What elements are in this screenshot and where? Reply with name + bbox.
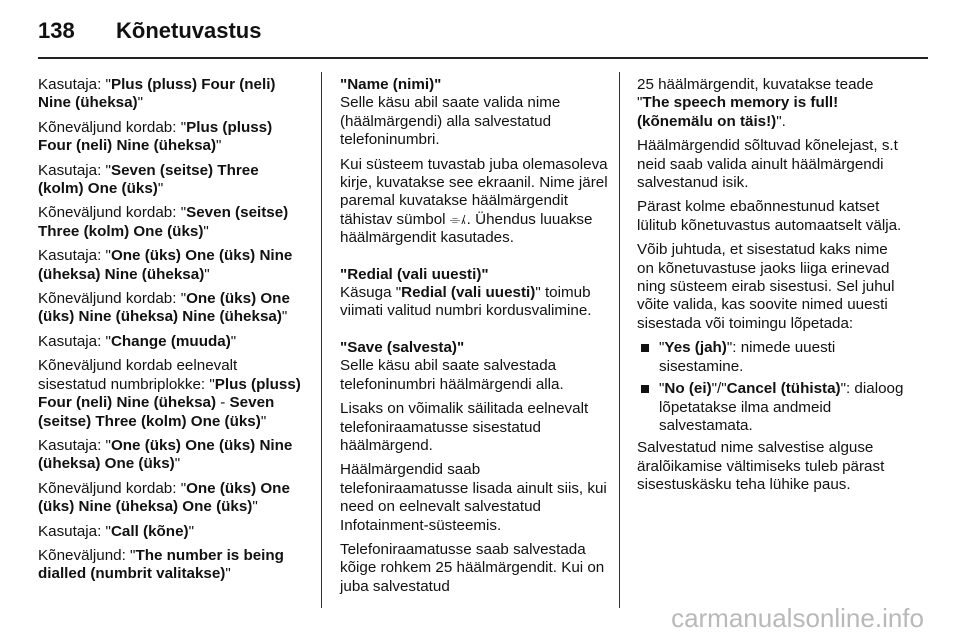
bullet-item-yes: "Yes (jah)": nimede uuesti sisestamine. xyxy=(637,339,905,376)
paragraph: Häälmärgendid saab telefoniraamatusse lisada ainult siis, kui need on eelnevalt salvestatud Infotainment-süsteemis. xyxy=(340,461,607,534)
dialog-line: Kasutaja: "One (üks) One (üks) Nine (üheksa) Nine (üheksa)" xyxy=(38,247,293,283)
page-title: Kõnetuvastus xyxy=(116,18,262,43)
paragraph: Kui süsteem tuvastab juba olemasoleva kirje, kuvatakse see ekraanil. Nime järel paremal kuvatakse häälmärgendit tähistav sümbol ⌯⁁. Ühendus luuakse häälmärgendit kasutades. xyxy=(340,155,608,247)
column-3 xyxy=(637,76,905,501)
section-heading-save: "Save (salvesta)" xyxy=(340,338,465,356)
paragraph: Võib juhtuda, et sisestatud kaks nime on kõnetuvastuse jaoks liiga erinevad ning süsteem eirab sisestusi. Sel juhul võite valida, kas soovite nimed uuesti sisestada või toimingu lõpetada: xyxy=(637,241,895,332)
header-rule xyxy=(38,57,928,59)
dialog-line: Kasutaja: "Change (muuda)" xyxy=(38,332,237,350)
watermark: carmanualsonline.info xyxy=(671,603,924,633)
paragraph: Selle käsu abil saate valida nime (häälmärgendi) alla salvestatud telefoninumbri. xyxy=(340,94,561,149)
column-divider-2 xyxy=(619,72,620,608)
paragraph: Häälmärgendid sõltuvad kõnelejast, s.t neid saab valida ainult häälmärgendi salvestanud isik. xyxy=(637,137,898,192)
paragraph: Telefoniraamatusse saab salvestada kõige rohkem 25 häälmärgendit. Kui on juba salvestatud xyxy=(340,540,605,595)
page-number: 138 xyxy=(38,18,75,43)
dialog-line: Kõneväljund kordab: "One (üks) One (üks) Nine (üheksa) Nine (üheksa)" xyxy=(38,290,290,326)
dialog-line: Kasutaja: "Call (kõne)" xyxy=(38,522,194,540)
dialog-line: Kõneväljund kordab eelnevalt sisestatud numbriplokke: "Plus (pluss) Four (neli) Nine (üheksa) - Seven (seitse) Three (kolm) One (üks)" xyxy=(38,357,301,430)
page-header xyxy=(38,18,261,44)
dialog-line: Kõneväljund kordab: "Seven (seitse) Three (kolm) One (üks)" xyxy=(38,204,289,240)
dialog-line: Kõneväljund kordab: "Plus (pluss) Four (neli) Nine (üheksa)" xyxy=(38,118,273,155)
paragraph: Salvestatud nime salvestise alguse äralõikamise vältimiseks tuleb pärast sisestuskäsku teha lühike paus. xyxy=(637,439,885,494)
section-heading-redial: "Redial (vali uuesti)" xyxy=(340,265,489,283)
paragraph: Käsuga "Redial (vali uuesti)" toimub viimati valitud numbri kordusvalimine. xyxy=(340,284,592,320)
dialog-line: Kõneväljund: "The number is being dialled (numbrit valitakse)" xyxy=(38,546,284,583)
paragraph: 25 häälmärgendit, kuvatakse teade "The speech memory is full! (kõnemälu on täis!)". xyxy=(637,76,874,130)
paragraph: Selle käsu abil saate salvestada telefoninumbri häälmärgendi alla. xyxy=(340,357,564,393)
column-1 xyxy=(38,76,308,590)
paragraph: Lisaks on võimalik säilitada eelnevalt telefoniraamatusse sisestatud häälmärgend. xyxy=(340,400,589,454)
dialog-line: Kasutaja: "Plus (pluss) Four (neli) Nine (üheksa)" xyxy=(38,76,276,112)
dialog-line: Kasutaja: "One (üks) One (üks) Nine (üheksa) One (üks)" xyxy=(38,436,293,473)
dialog-line: Kõneväljund kordab: "One (üks) One (üks) Nine (üheksa) One (üks)" xyxy=(38,479,290,516)
bullet-item-no-cancel: "No (ei)"/"Cancel (tühista)": dialoog lõpetatakse ilma andmeid salvestamata. xyxy=(637,380,905,435)
section-heading-name: "Name (nimi)" xyxy=(340,76,442,93)
dialog-line: Kasutaja: "Seven (seitse) Three (kolm) One (üks)" xyxy=(38,161,259,198)
column-2 xyxy=(340,76,610,602)
paragraph: Pärast kolme ebaõnnestunud katset lülitub kõnetuvastus automaatselt välja. xyxy=(637,198,902,234)
column-divider-1 xyxy=(321,72,322,608)
voice-tag-icon: ⌯⁁ xyxy=(449,211,467,227)
